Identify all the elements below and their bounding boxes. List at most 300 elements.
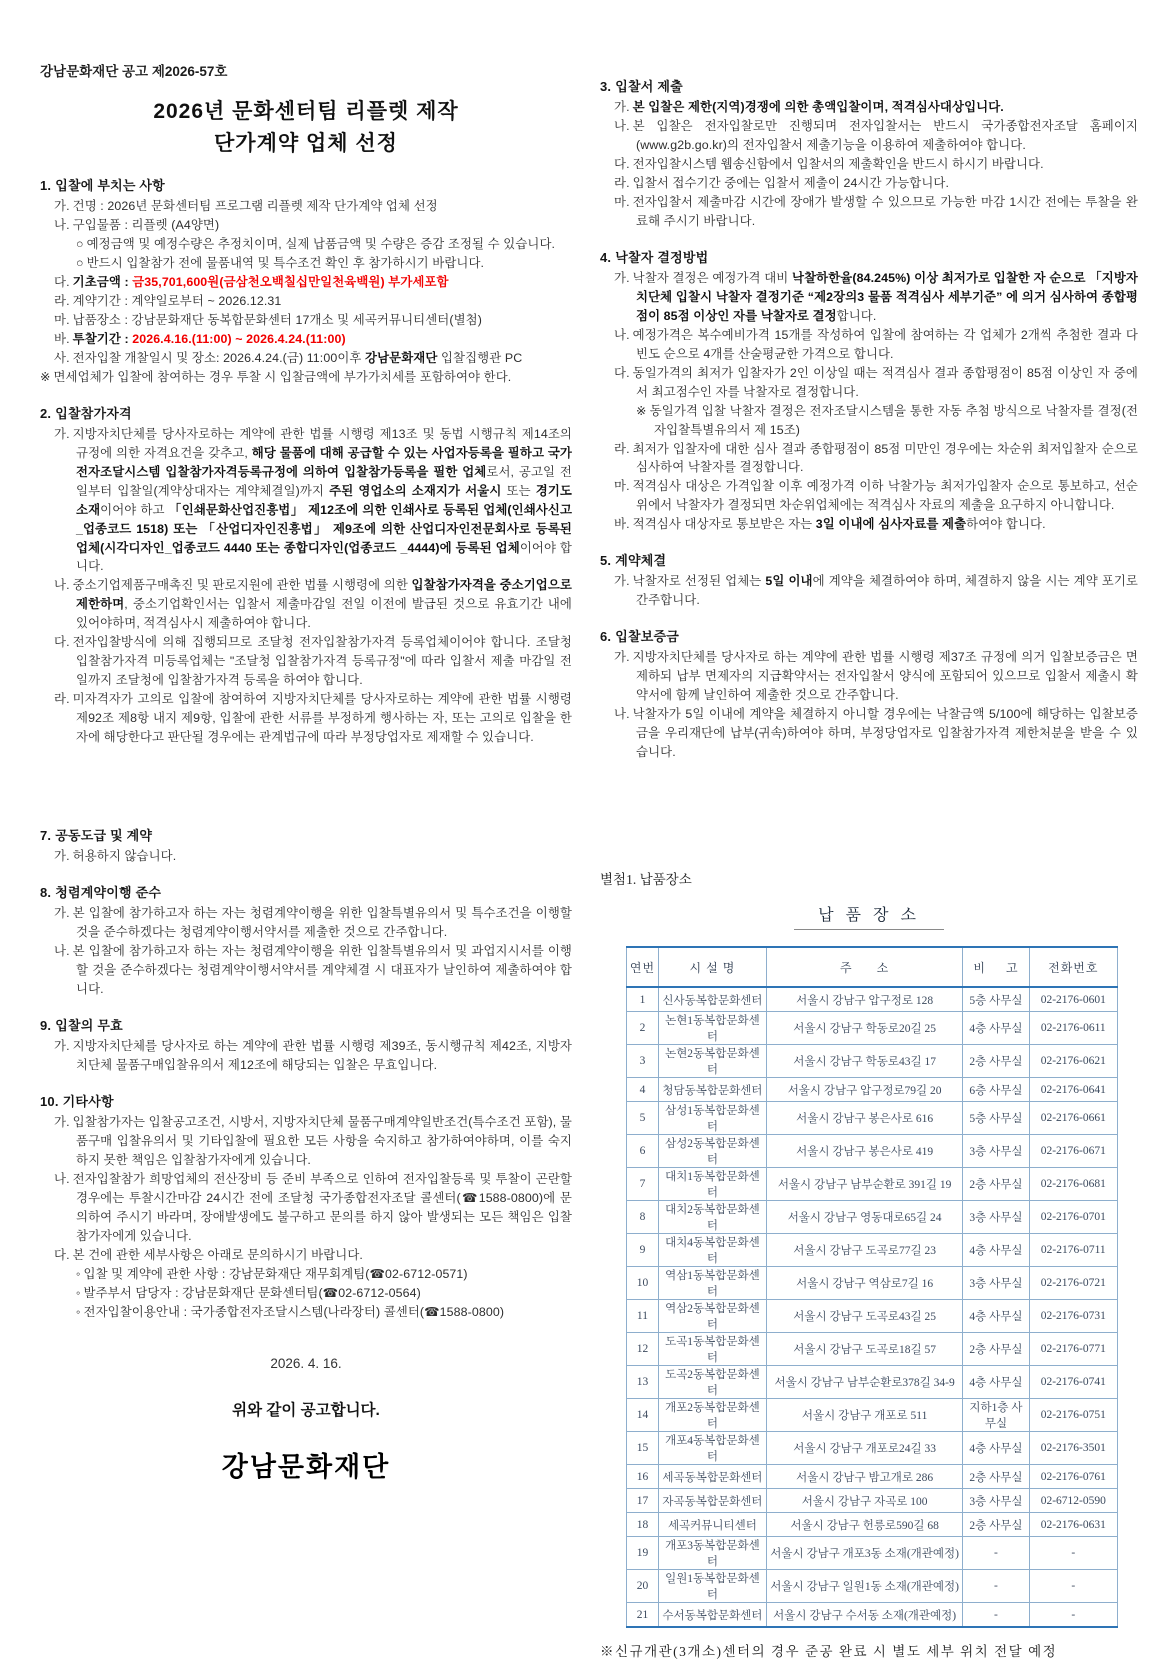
table-row: [627, 1300, 1118, 1333]
text-run: 납품장소 : 강남문화재단 동복합문화센터 17개소 및 세곡커뮤니티센터(별첨): [72, 312, 482, 327]
table-cell: 5: [627, 1102, 659, 1135]
text-run: 입찰서 접수기간 중에는 입찰서 제출이 24시간 가능합니다.: [632, 175, 949, 190]
item-label: 가.: [54, 1038, 70, 1053]
table-cell: 도곡2동복합문화센터: [658, 1366, 766, 1399]
table-cell: 논현2동복합문화센터: [658, 1045, 766, 1078]
table-cell: 02-2176-0671: [1029, 1135, 1117, 1168]
list-item: [40, 1170, 572, 1246]
section-number: 8.: [40, 885, 52, 901]
table-cell: 서울시 강남구 압구정로79길 20: [766, 1078, 962, 1102]
table-cell: -: [1029, 1603, 1117, 1628]
table-cell: 서울시 강남구 개포로24길 33: [766, 1432, 962, 1465]
text-run: 예정금액 및 예정수량은 추정치이며, 실제 납품금액 및 수량은 증감 조정될 수 있습니다.: [86, 236, 556, 251]
table-header-cell: 주 소: [766, 947, 962, 987]
table-cell: 4층 사무실: [963, 1300, 1029, 1333]
section-title: [40, 403, 572, 422]
item-label: 나.: [54, 1171, 70, 1186]
section: [40, 175, 572, 387]
table-cell: 서울시 강남구 남부순환로 391길 19: [766, 1168, 962, 1201]
table-title: 납 품 장 소: [794, 902, 944, 930]
item-label: 바.: [54, 331, 70, 346]
table-cell: 대치2동복합문화센터: [658, 1201, 766, 1234]
table-cell: 18: [627, 1513, 659, 1537]
section: [40, 1015, 572, 1075]
section: [40, 1091, 572, 1322]
table-cell: 02-2176-0741: [1029, 1366, 1117, 1399]
table-row: [627, 1432, 1118, 1465]
section-title-text: 입찰의 무효: [55, 1017, 123, 1033]
text-run: 건명 : 2026년 문화센터팀 프로그램 리플렛 제작 단가계약 업체 선정: [72, 199, 438, 213]
item-label: 나.: [54, 217, 70, 232]
section-number: 2.: [40, 405, 52, 421]
text-run: 하여야 합니다.: [966, 517, 1046, 532]
table-cell: 8: [627, 1201, 659, 1234]
text-run: 동일가격의 최저가 입찰자가 2인 이상일 때는 적격심사 결과 종합평점이 85점 이상인 자 중에서 최고점수인 자를 낙찰자로 결정합니다.: [632, 365, 1138, 399]
table-cell: 4층 사무실: [963, 1432, 1029, 1465]
text-run: 주된 영업소의 소재지가 서울시: [329, 483, 502, 498]
text-run: 기초금액 :: [72, 274, 133, 289]
table-cell: 13: [627, 1366, 659, 1399]
table-cell: 3층 사무실: [963, 1135, 1029, 1168]
table-cell: 세곡동복합문화센터: [658, 1465, 766, 1489]
item-label: 다.: [54, 1247, 70, 1262]
table-cell: 02-2176-0721: [1029, 1267, 1117, 1300]
left-column: [40, 60, 572, 1652]
table-row: [627, 1603, 1118, 1628]
table-cell: 서울시 강남구 봉은사로 616: [766, 1102, 962, 1135]
text-run: 해당 물품에 대해 공급할 수 있는 사업자등록을 필하고 국가전자조달시스템 입찰참가자격등록규정에 의하여 입찰참가등록을 필한 업체: [76, 445, 572, 479]
table-cell: -: [963, 1603, 1029, 1628]
list-item: [40, 1037, 572, 1075]
item-label: ◦: [76, 1285, 81, 1300]
section: [600, 247, 1138, 535]
table-cell: -: [963, 1570, 1029, 1603]
table-cell: 21: [627, 1603, 659, 1628]
table-cell: 7: [627, 1168, 659, 1201]
table-cell: 서울시 강남구 학동로43길 17: [766, 1045, 962, 1078]
table-cell: 2층 사무실: [963, 1045, 1029, 1078]
list-item: [40, 633, 572, 690]
left-sections-bottom: [40, 825, 572, 1321]
list-item: [600, 98, 1138, 117]
table-cell: 6: [627, 1135, 659, 1168]
text-run: 낙찰하한율(84.245%) 이상 최저가로 입찰한 자 순으로 「지방자치단체 입찰시 낙찰자 결정기준 “제2장의3 물품 적격심사 세부기준” 에 의거 심사하여 종합평점이 85점 이상인 자를 낙찰자로 결정: [636, 270, 1138, 323]
item-label: 라.: [614, 175, 630, 190]
text-run: 이어야 하고: [100, 502, 169, 517]
text-run: 예정가격은 복수예비가격 15개를 작성하여 입찰에 참여하는 각 업체가 2개씩 추첨한 결과 다빈도 순으로 4개를 산술평균한 가격으로 합니다.: [632, 327, 1138, 361]
table-cell: 02-2176-3501: [1029, 1432, 1117, 1465]
table-cell: 서울시 강남구 압구정로 128: [766, 987, 962, 1012]
section-title-text: 기타사항: [62, 1093, 114, 1109]
table-cell: 14: [627, 1399, 659, 1432]
item-label: 나.: [54, 578, 70, 593]
section-title: [40, 1091, 572, 1110]
table-cell: 02-2176-0761: [1029, 1465, 1117, 1489]
table-cell: 3층 사무실: [963, 1201, 1029, 1234]
table-cell: 서울시 강남구 도곡로77길 23: [766, 1234, 962, 1267]
text-run: 전자입찰서 제출마감 시간에 장애가 발생할 수 있으므로 가능한 마감 1시간 전에는 투찰을 완료해 주시기 바랍니다.: [632, 194, 1138, 228]
table-cell: 10: [627, 1267, 659, 1300]
text-run: 허용하지 않습니다.: [72, 849, 177, 864]
list-item: [600, 326, 1138, 364]
item-label: 가.: [614, 650, 630, 665]
text-run: 본 입찰은 제한(지역)경쟁에 의한 총액입찰이며, 적격심사대상입니다.: [632, 100, 1004, 114]
table-cell: 서울시 강남구 일원1동 소재(개관예정): [766, 1570, 962, 1603]
table-cell: 서울시 강남구 수서동 소재(개관예정): [766, 1603, 962, 1628]
item-label: 다.: [614, 156, 630, 171]
text-run: 동일가격 입찰 낙찰자 결정은 전자조달시스템을 통한 자동 추첨 방식으로 낙찰자를 결정(전자입찰특별유의서 제 15조): [649, 403, 1139, 437]
section-number: 6.: [600, 629, 612, 645]
section-title-text: 계약체결: [615, 553, 667, 569]
text-run: 경기도 소재: [76, 483, 573, 517]
section-title-text: 입찰보증금: [615, 629, 680, 645]
section: [40, 882, 572, 999]
item-label: 나.: [614, 707, 630, 722]
text-run: 중소기업제품구매촉진 및 판로지원에 관한 법률 시행령에 의한: [72, 578, 412, 593]
text-run: 입찰 및 계약에 관한 사항 : 강남문화재단 재무회계팀(☎02-6712-0571): [83, 1266, 468, 1281]
text-run: 3일 이내에 심사자료를 제출: [815, 517, 967, 532]
table-cell: 서울시 강남구 봉은사로 419: [766, 1135, 962, 1168]
table-row: [627, 1078, 1118, 1102]
table-cell: 서울시 강남구 도곡로43길 25: [766, 1300, 962, 1333]
text-run: 지방자치단체를 당사자로 하는 계약에 관한 법률 시행령 제39조, 동시행규칙 제42조, 지방자치단체 물품구매입찰유의서 제12조에 해당되는 입찰은 무효입니다.: [72, 1038, 572, 1072]
item-label: ◦: [76, 1304, 81, 1319]
text-run: 지방자치단체를 당사자로 하는 계약에 관한 법률 시행령 제37조 규정에 의거 입찰보증금은 면제하되 납부 면제자의 지급확약서는 전자입찰서 양식에 포함되어 있으므로 입찰서 제출시 확약서에 함께 날인하여 제출한 것으로 간주합니다.: [632, 650, 1138, 703]
table-row: [627, 1012, 1118, 1045]
table-cell: 02-2176-0611: [1029, 1012, 1117, 1045]
table-row: [627, 1399, 1118, 1432]
table-cell: 9: [627, 1234, 659, 1267]
section-title-text: 공동도급 및 계약: [55, 828, 153, 844]
attachment-label: 별첨1. 납품장소: [600, 872, 692, 888]
item-label: 라.: [614, 441, 630, 456]
list-item: [40, 273, 572, 292]
table-cell: 02-2176-0681: [1029, 1168, 1117, 1201]
table-row: [627, 1537, 1118, 1570]
table-cell: 02-2176-0701: [1029, 1201, 1117, 1234]
table-cell: 2층 사무실: [963, 1168, 1029, 1201]
table-cell: 신사동복합문화센터: [658, 987, 766, 1012]
list-item: [600, 155, 1138, 174]
list-item: [40, 216, 572, 235]
text-run: 합니다.: [836, 308, 877, 323]
table-cell: 개포3동복합문화센터: [658, 1537, 766, 1570]
text-run: 계약기간 : 계약일로부터 ~ 2026.12.31: [72, 293, 282, 308]
table-cell: 2층 사무실: [963, 1465, 1029, 1489]
table-title-wrap: [600, 902, 1138, 930]
list-item: [600, 117, 1138, 155]
item-label: 가.: [614, 270, 630, 285]
table-cell: 대치4동복합문화센터: [658, 1234, 766, 1267]
item-label: 가.: [614, 574, 630, 589]
section-title: [600, 247, 1138, 266]
text-run: 로서, 공고일 전일부터 입찰일(계약상대자는 계약체결일)까지: [76, 464, 572, 498]
list-item: [40, 942, 572, 999]
doc-title-line2: 단가계약 업체 선정: [214, 131, 398, 155]
section-number: 9.: [40, 1017, 52, 1033]
item-label: ◦: [76, 1266, 81, 1281]
text-run: 전자입찰시스템 웹송신함에서 입찰서의 제출확인을 반드시 하시기 바랍니다.: [632, 156, 1044, 171]
item-label: 가.: [54, 426, 70, 441]
list-item: [600, 174, 1138, 193]
text-run: 전자입찰참가 희망업체의 전산장비 등 준비 부족으로 인하여 전자입찰등록 및 투찰이 곤란할 경우에는 투찰시간마감 24시간 전에 조달청 국가종합전자조달 콜센터(☎1588-0800)에 문의하여 주시기 바라며, 장애발생에도 불구하고 문의를 하지 않아 발생되는 모든 책임은 입찰참가자에게 있습니다.: [72, 1171, 572, 1243]
section-number: 7.: [40, 828, 52, 844]
table-header-cell: 연번: [627, 947, 659, 987]
section: [40, 403, 572, 747]
table-cell: 수서동복합문화센터: [658, 1603, 766, 1628]
table-cell: 서울시 강남구 역삼로7길 16: [766, 1267, 962, 1300]
item-label: 가.: [614, 100, 630, 114]
table-cell: 지하1층 사무실: [963, 1399, 1029, 1432]
list-item: [600, 477, 1138, 515]
text-run: 발주부서 담당자 : 강남문화재단 문화센터팀(☎02-6712-0564): [83, 1285, 421, 1300]
table-head: [627, 947, 1118, 987]
table-row: [627, 1333, 1118, 1366]
section-title: [40, 882, 572, 901]
section: [40, 825, 572, 866]
text-run: 낙찰자로 선정된 업체는: [632, 574, 766, 589]
text-run: 본 입찰에 참가하고자 하는 자는 청렴계약이행을 위한 입찰특별유의서 및 특수조건을 이행할 것을 준수하겠다는 청렴계약이행서약서를 제출한 것으로 간주합니다.: [72, 906, 572, 940]
table-row: [627, 1570, 1118, 1603]
table-row: [627, 1465, 1118, 1489]
table-cell: 서울시 강남구 개포로 511: [766, 1399, 962, 1432]
text-run: 낙찰자 결정은 예정가격 대비: [632, 270, 793, 285]
text-run: 또는: [501, 483, 536, 498]
table-cell: 세곡커뮤니티센터: [658, 1513, 766, 1537]
text-run: 에 계약을 체결하여야 하며, 체결하지 않을 시는 계약 포기로 간주합니다.: [636, 574, 1139, 608]
table-cell: 15: [627, 1432, 659, 1465]
list-item: [600, 515, 1138, 534]
table-row: [627, 1102, 1118, 1135]
item-label: 라.: [54, 293, 70, 308]
table-cell: 02-2176-0751: [1029, 1399, 1117, 1432]
table-cell: 서울시 강남구 도곡로18길 57: [766, 1333, 962, 1366]
attachment-block: [600, 868, 1138, 1660]
table-header-cell: 비 고: [963, 947, 1029, 987]
list-item: [40, 235, 572, 254]
table-cell: 자곡동복합문화센터: [658, 1489, 766, 1513]
section-title: [600, 626, 1138, 645]
table-footnote: ※신규개관(3개소)센터의 경우 준공 완료 시 별도 세부 위치 전달 예정: [600, 1644, 1058, 1660]
table-cell: 02-2176-0711: [1029, 1234, 1117, 1267]
item-label: 가.: [54, 199, 70, 213]
doc-title: [40, 96, 572, 159]
section-number: 3.: [600, 79, 612, 94]
closing-statement: 위와 같이 공고합니다.: [232, 1401, 380, 1419]
item-label: ※: [40, 369, 51, 384]
text-run: 면세업체가 입찰에 참여하는 경우 투찰 시 입찰금액에 부가가치세를 포함하여야 한다.: [53, 369, 512, 384]
item-label: 사.: [54, 350, 70, 365]
table-cell: 6층 사무실: [963, 1078, 1029, 1102]
table-row: [627, 1366, 1118, 1399]
text-run: 강남문화재단: [365, 350, 438, 365]
text-run: 본 건에 관한 세부사항은 아래로 문의하시기 바랍니다.: [72, 1247, 363, 1262]
announcement-date: 2026. 4. 16.: [270, 1355, 342, 1371]
table-cell: 도곡1동복합문화센터: [658, 1333, 766, 1366]
section-title-text: 청렴계약이행 준수: [55, 885, 162, 901]
text-run: 이어야 합니다.: [76, 540, 572, 574]
item-label: 바.: [614, 517, 630, 532]
section-title: [600, 76, 1138, 95]
table-cell: 4: [627, 1078, 659, 1102]
text-run: 미자격자가 고의로 입찰에 참여하여 지방자치단체를 당사자로하는 계약에 관한 법률 시행령 제92조 제8항 내지 제9항, 입찰에 관한 서류를 부정하게 행사하는 자, 또는 고의로 입찰을 한 자에 해당한다고 판단될 경우에는 관계법규에 따라 부정당업자로 제재할 수 있습니다.: [72, 692, 572, 745]
table-cell: 서울시 강남구 자곡로 100: [766, 1489, 962, 1513]
table-cell: 3층 사무실: [963, 1489, 1029, 1513]
table-cell: 개포4동복합문화센터: [658, 1432, 766, 1465]
list-item: [40, 349, 572, 368]
table-body: [627, 987, 1118, 1627]
list-item: [40, 330, 572, 349]
list-item: [40, 690, 572, 747]
table-row: [627, 1267, 1118, 1300]
table-cell: 19: [627, 1537, 659, 1570]
table-cell: 4층 사무실: [963, 1234, 1029, 1267]
text-run: 전자입찰 개찰일시 및 장소: 2026.4.24.(금) 11:00이후: [72, 350, 365, 365]
section-title-text: 입찰에 부치는 사항: [55, 178, 165, 193]
section-number: 4.: [600, 249, 612, 265]
item-label: 나.: [614, 327, 630, 342]
list-item: [40, 904, 572, 942]
table-cell: 17: [627, 1489, 659, 1513]
text-run: 적격심사 대상은 가격입찰 이후 예정가격 이하 낙찰가능 최저가입찰자 순으로 통보하고, 선순위에서 낙찰자가 결정되면 차순위업체에는 적격심사 자료의 제출을 요구하지 아니합니다.: [632, 479, 1138, 513]
item-label: 가.: [54, 906, 70, 921]
text-run: 입찰참가자는 입찰공고조건, 시방서, 지방자치단체 물품구매계약일반조건(특수조건 포함), 물품구매 입찰유의서 및 기타입찰에 필요한 모든 사항을 숙지하고 참가하여야하며, 이를 숙지하지 못한 책임은 입찰참가자에게 있습니다.: [72, 1114, 572, 1167]
item-label: 마.: [54, 312, 70, 327]
table-cell: 2층 사무실: [963, 1333, 1029, 1366]
table-row: [627, 1489, 1118, 1513]
section-title: [40, 175, 572, 194]
table-cell: 12: [627, 1333, 659, 1366]
table-cell: 서울시 강남구 학동로20길 25: [766, 1012, 962, 1045]
item-label: 가.: [54, 1114, 70, 1129]
table-cell: 02-6712-0590: [1029, 1489, 1117, 1513]
table-cell: 02-2176-0641: [1029, 1078, 1117, 1102]
table-cell: 3: [627, 1045, 659, 1078]
section: [600, 626, 1138, 762]
table-cell: 삼성2동복합문화센터: [658, 1135, 766, 1168]
list-item: [600, 193, 1138, 231]
table-cell: 서울시 강남구 헌릉로590길 68: [766, 1513, 962, 1537]
list-item: [40, 292, 572, 311]
list-item: [40, 847, 572, 866]
table-cell: 02-2176-0621: [1029, 1045, 1117, 1078]
table-cell: 대치1동복합문화센터: [658, 1168, 766, 1201]
table-cell: 11: [627, 1300, 659, 1333]
table-cell: 논현1동복합문화센터: [658, 1012, 766, 1045]
table-cell: 개포2동복합문화센터: [658, 1399, 766, 1432]
text-run: 본 입찰에 참가하고자 하는 자는 청렴계약이행을 위한 입찰특별유의서 및 과업지시서를 이행할 것을 준수하겠다는 청렴계약이행서약서를 계약체결 시 대표자가 날인하여 제출하여야 합니다.: [72, 944, 572, 996]
table-row: [627, 1234, 1118, 1267]
item-label: 나.: [614, 118, 630, 133]
text-run: 전자입찰이용안내 : 국가종합전자조달시스템(나라장터) 콜센터(☎1588-0800): [83, 1304, 505, 1319]
section-title-text: 낙찰자 결정방법: [615, 249, 709, 265]
left-sections-top: [40, 175, 572, 747]
table-cell: 역삼1동복합문화센터: [658, 1267, 766, 1300]
text-run: 본 입찰은 전자입찰로만 진행되며 전자입찰서는 반드시 국가종합전자조달 홈페이지 (www.g2b.go.kr)의 전자입찰서 제출기능을 이용하여 제출하여야 합니다.: [632, 118, 1138, 152]
list-item: [40, 1113, 572, 1170]
table-header-cell: 전화번호: [1029, 947, 1117, 987]
list-item: [600, 572, 1138, 610]
text-run: 입찰집행관 PC: [437, 350, 523, 365]
list-item: [600, 269, 1138, 326]
text-run: 최저가 입찰자에 대한 심사 결과 종합평점이 85점 미만인 경우에는 차순위 최저입찰자 순으로 심사하여 낙찰자를 결정합니다.: [632, 441, 1138, 475]
table-row: [627, 1045, 1118, 1078]
section-number: 1.: [40, 178, 52, 193]
item-label: 다.: [54, 274, 70, 289]
list-item: [40, 1303, 572, 1322]
list-item: [600, 648, 1138, 705]
table-cell: 3층 사무실: [963, 1267, 1029, 1300]
right-sections: [600, 76, 1138, 762]
table-cell: 1: [627, 987, 659, 1012]
list-item: [40, 425, 572, 577]
table-cell: 5층 사무실: [963, 1102, 1029, 1135]
text-run: 금35,701,600원(금삼천오백칠십만일천육백원) 부가세포함: [132, 274, 449, 289]
organization-name: 강남문화재단: [221, 1451, 391, 1482]
table-cell: 02-2176-0631: [1029, 1513, 1117, 1537]
list-item: [40, 254, 572, 273]
text-run: 지방자치단체를 당사자로하는 계약에 관한 법률 시행령 제13조 및 동법 시행규칙 제14조의 규정에 의한 자격요건을 갖추고,: [72, 426, 572, 460]
table-cell: 서울시 강남구 남부순환로378길 34-9: [766, 1366, 962, 1399]
table-header-cell: 시 설 명: [658, 947, 766, 987]
right-column: [600, 60, 1139, 1660]
closing-block: [40, 1356, 572, 1484]
list-item: [600, 402, 1138, 440]
text-run: 구입물품 : 리플렛 (A4양면): [72, 217, 220, 232]
table-cell: 서울시 강남구 영동대로65길 24: [766, 1201, 962, 1234]
item-label: ※: [636, 403, 647, 418]
table-cell: -: [1029, 1537, 1117, 1570]
table-cell: 서울시 강남구 밤고개로 286: [766, 1465, 962, 1489]
item-label: 마.: [614, 479, 630, 494]
section-title-text: 입찰참가자격: [55, 405, 132, 421]
item-label: 다.: [614, 365, 630, 380]
list-item: [40, 197, 572, 216]
list-item: [40, 311, 572, 330]
list-item: [600, 440, 1138, 478]
doc-number: 강남문화재단 공고 제2026-57호: [40, 64, 228, 79]
section-number: 10.: [40, 1093, 59, 1109]
delivery-places-table: [626, 946, 1118, 1628]
table-cell: 일원1동복합문화센터: [658, 1570, 766, 1603]
text-run: 「인쇄문화산업진흥법」 제12조에 의한 인쇄사로 등록된 업체(인쇄사신고_업종코드 1518) 또는 「산업디자인진흥법」 제9조에 의한 산업디자인전문회사로 등록된 업체(시각디자인_업종코드 4440 또는 종합디자인(업종코드 _4444)에 등록된 업체: [76, 502, 573, 555]
text-run: 5일 이내: [765, 574, 813, 589]
text-run: 적격심사 대상자로 통보받은 자는: [632, 517, 816, 532]
item-label: ○: [76, 255, 84, 270]
item-label: 라.: [54, 692, 70, 707]
list-item: [40, 1284, 572, 1303]
text-run: 전자입찰방식에 의해 집행되므로 조달청 전자입찰참가자격 등록업체이어야 합니다. 조달청 입찰참가자격 미등록업체는 "조달청 입찰참가자격 등록규정"에 따라 입찰서 제출 마감일 전일까지 조달청에 입찰참가자격 등록을 하여야 합니다.: [72, 635, 572, 688]
list-item: [40, 1246, 572, 1265]
table-cell: 4층 사무실: [963, 1366, 1029, 1399]
item-label: 다.: [54, 635, 70, 650]
list-item: [600, 364, 1138, 402]
list-item: [600, 705, 1138, 762]
table-cell: 02-2176-0601: [1029, 987, 1117, 1012]
table-cell: 청담동복합문화센터: [658, 1078, 766, 1102]
list-item: [40, 368, 572, 387]
table-cell: 4층 사무실: [963, 1012, 1029, 1045]
table-cell: 02-2176-0731: [1029, 1300, 1117, 1333]
doc-title-line1: 2026년 문화센터팀 리플렛 제작: [153, 100, 459, 123]
table-cell: -: [1029, 1570, 1117, 1603]
table-cell: 서울시 강남구 개포3동 소재(개관예정): [766, 1537, 962, 1570]
table-cell: 역삼2동복합문화센터: [658, 1300, 766, 1333]
section: [600, 76, 1138, 231]
section-title: [40, 825, 572, 844]
text-run: 2026.4.16.(11:00) ~ 2026.4.24.(11:00): [132, 331, 346, 346]
table-cell: 삼성1동복합문화센터: [658, 1102, 766, 1135]
